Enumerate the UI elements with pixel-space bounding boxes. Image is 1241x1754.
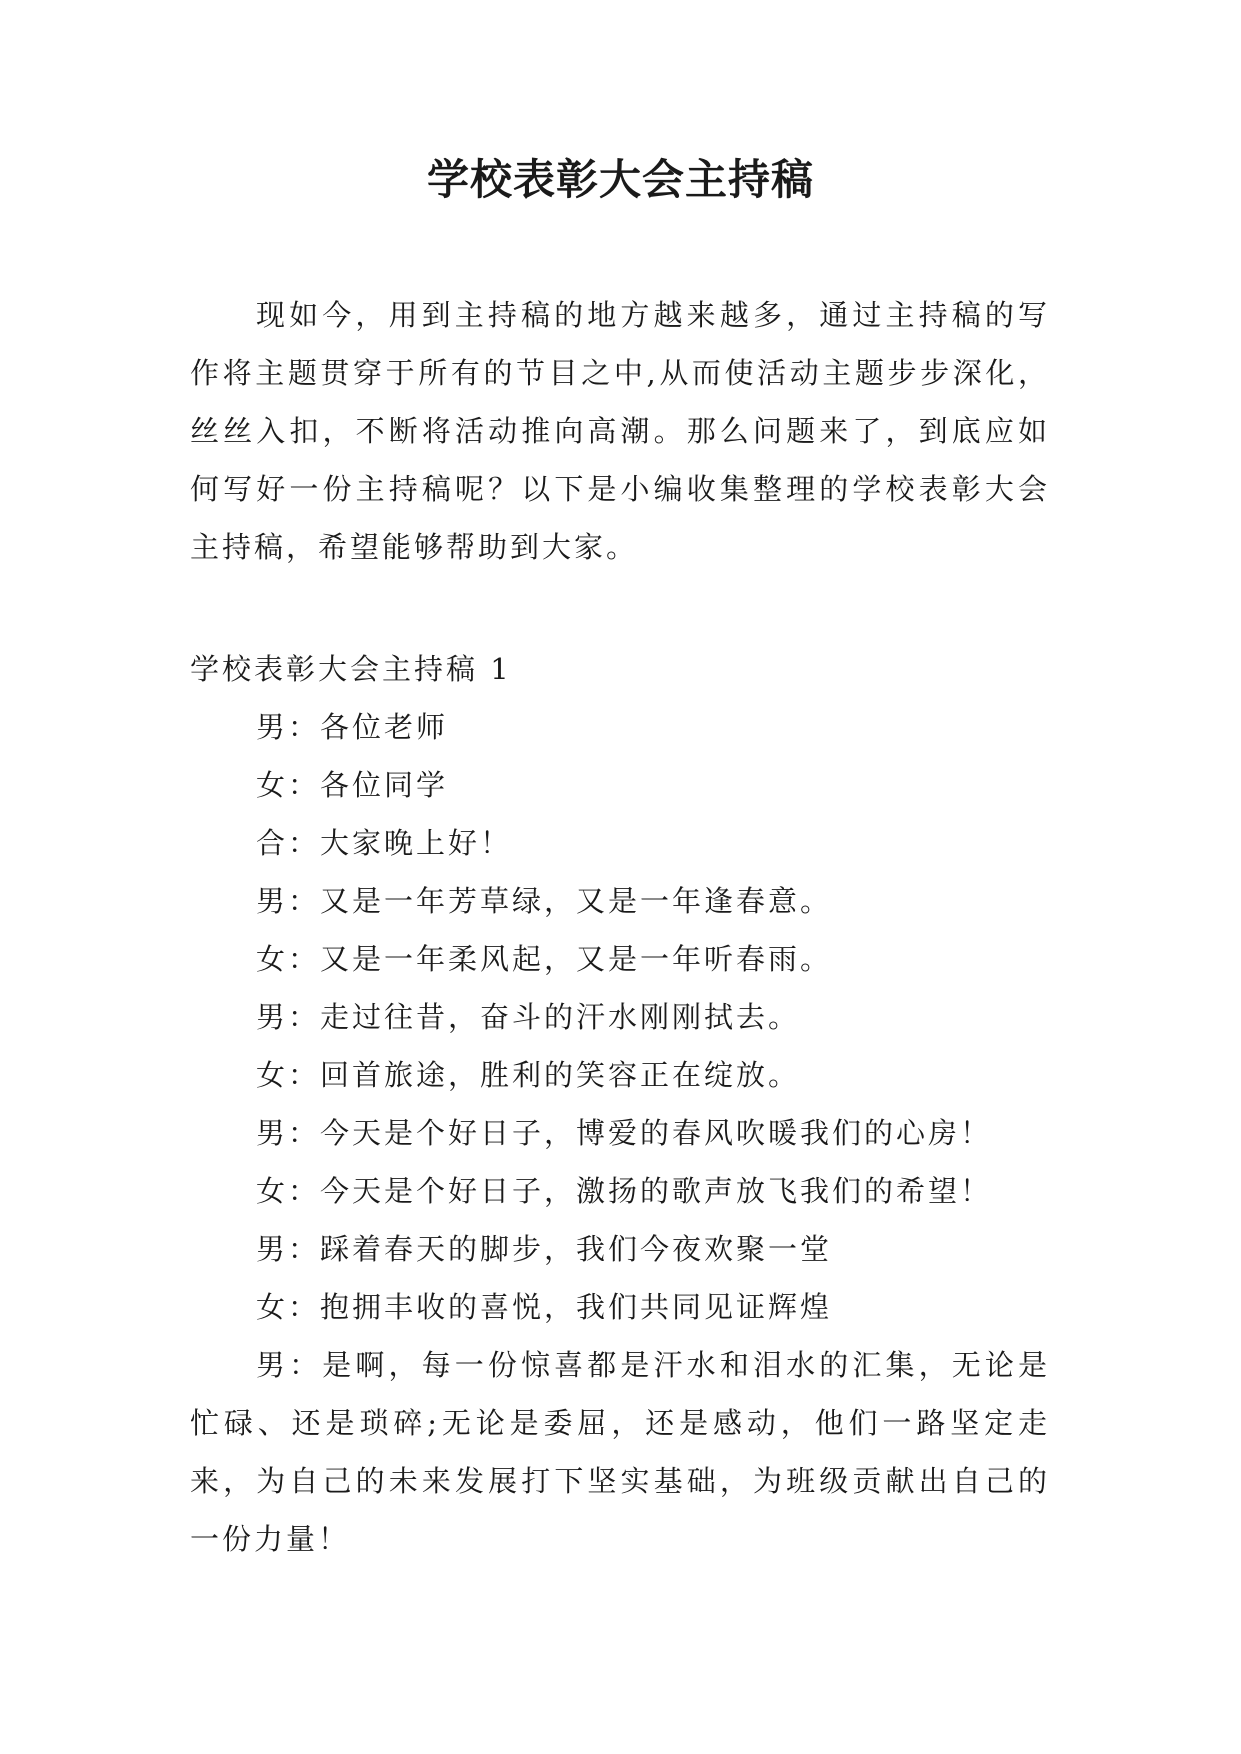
script-line: 男：是啊，每一份惊喜都是汗水和泪水的汇集，无论是忙碌、还是琐碎;无论是委屈，还是感动，他们一路坚定走来，为自己的未来发展打下坚实基础，为班级贡献出自己的一份力量！ [190, 1348, 1050, 1556]
script-line: 合：大家晚上好！ [256, 826, 513, 860]
section-heading: 学校表彰大会主持稿 1 [190, 652, 512, 686]
script-line: 女：又是一年柔风起，又是一年听春雨。 [256, 942, 833, 976]
script-line: 男：走过往昔，奋斗的汗水刚刚拭去。 [256, 1000, 801, 1034]
script-line: 男：踩着春天的脚步，我们今夜欢聚一堂 [256, 1232, 833, 1266]
script-line: 女：抱拥丰收的喜悦，我们共同见证辉煌 [256, 1290, 833, 1324]
script-line: 女：各位同学 [256, 768, 449, 802]
script-lines [190, 698, 1050, 1568]
intro-paragraph: 现如今，用到主持稿的地方越来越多，通过主持稿的写作将主题贯穿于所有的节目之中,从而使活动主题步步深化，丝丝入扣，不断将活动推向高潮。那么问题来了，到底应如何写好一份主持稿呢？以下是小编收集整理的学校表彰大会主持稿，希望能够帮助到大家。 [190, 298, 1050, 564]
script-line: 男：今天是个好日子，博爱的春风吹暖我们的心房！ [256, 1116, 993, 1150]
script-line: 女：今天是个好日子，激扬的歌声放飞我们的希望！ [256, 1174, 993, 1208]
script-line: 男：又是一年芳草绿，又是一年逢春意。 [256, 884, 833, 918]
script-line: 女：回首旅途，胜利的笑容正在绽放。 [256, 1058, 801, 1092]
script-line: 男：各位老师 [256, 710, 449, 744]
document-title: 学校表彰大会主持稿 [426, 155, 814, 204]
